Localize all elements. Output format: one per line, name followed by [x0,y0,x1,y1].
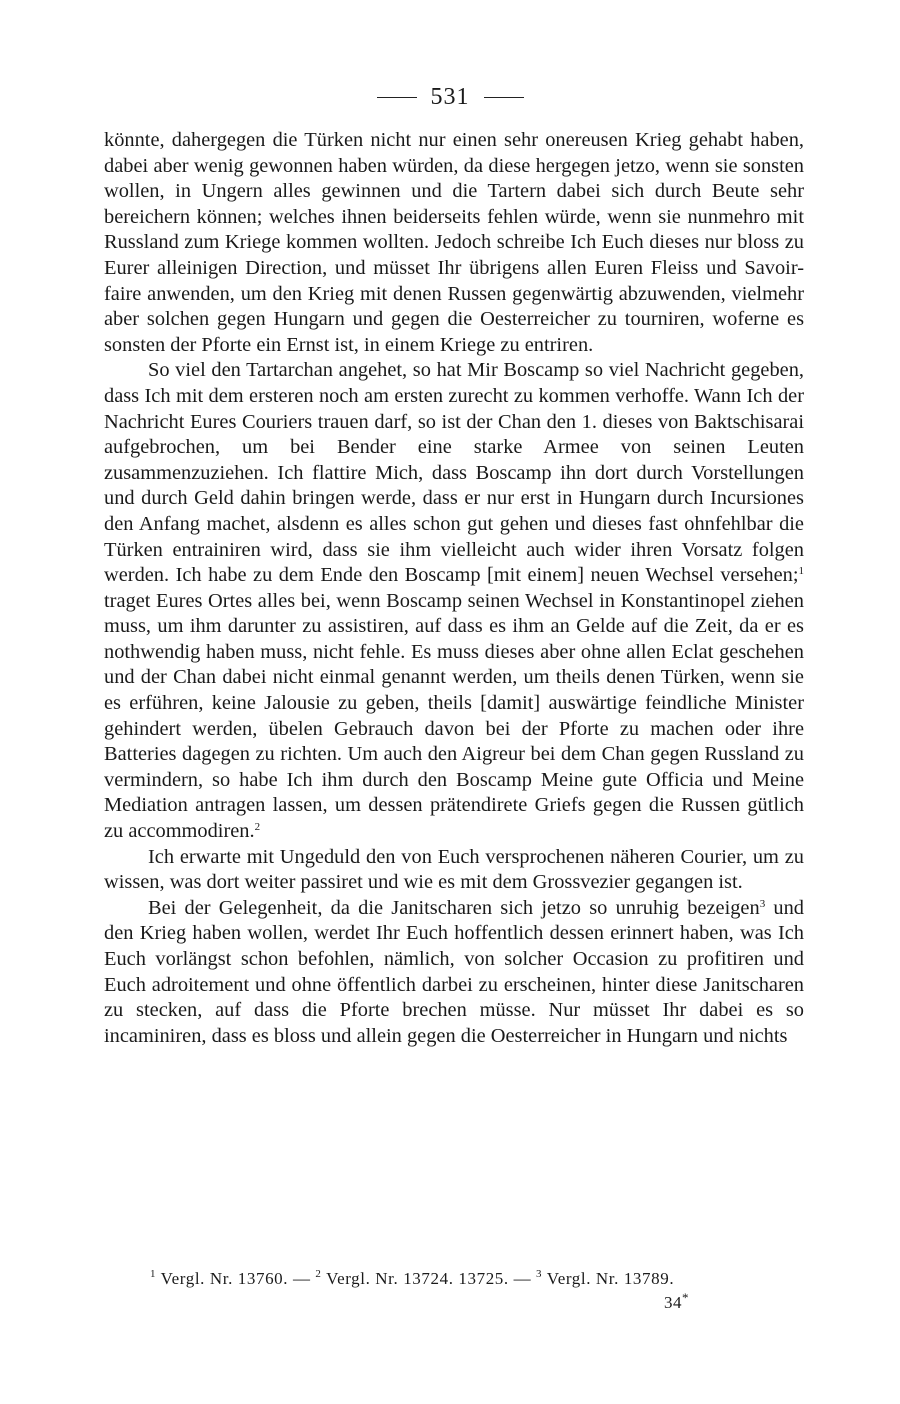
footnote-1-text: Vergl. Nr. 13760. — [156,1269,316,1288]
footnote-ref-2: 2 [254,821,261,834]
header-rule-left [377,97,417,98]
footnote-ref-3: 3 [759,897,766,910]
page-header [0,84,900,111]
body-text [104,128,804,1049]
paragraph-2 [104,358,804,844]
footnote-1-label: 1 [150,1268,157,1280]
paragraph-4-part-a: Bei der Gelegenheit, da die Janitscharen sich jetzo so unruhig bezeigen [148,896,760,919]
page-number: 531 [430,84,470,110]
footnotes [150,1268,810,1290]
footnote-3-text: Vergl. Nr. 13789. [542,1269,675,1288]
paragraph-2-part-b: traget Eures Ortes alles bei, wenn Boscamp seinen Wechsel in Konstantinopel ziehen muss, um ihm darunter zu assistiren, auf dass es ihm an Gelde auf die Zeit, da er es nothwendig haben muss, nicht fehle. Es muss dieses aber ohne allen Eclat geschehen und der Chan dabei nicht einmal genannt werden, um theils denen Türken, wenn sie es erführen, keine Jalousie zu geben, theils [damit] auswärtige feindliche Minister gehindert werden, übelen Gebrauch davon bei der Pforte zu machen oder ihre Batteries dagegen zu richten. Um auch den Aigreur bei dem Chan gegen Russland zu vermindern, so habe Ich ihm durch den Boscamp Meine gute Officia und Meine Mediation antragen lassen, um dessen prätendirete Griefs gegen die Russen gütlich zu accommodiren. [104,589,804,843]
signature-mark [664,1290,689,1313]
paragraph-3: Ich erwarte mit Ungeduld den von Euch versprochenen näheren Courier, um zu wissen, was dort weiter passiret und wie es mit dem Grossvezier gegangen ist. [104,845,804,894]
paragraph-1: könnte, dahergegen die Türken nicht nur einen sehr onereusen Krieg gehabt haben, dabei aber wenig gewonnen haben würden, da diese hergegen jetzo, wenn sie sonsten wollen, in Ungern alles gewinnen und die Tartern dabei sich durch Beute sehr bereichern können; welches ihnen beiderseits fehlen würde, wenn sie nunmehro mit Russland zum Kriege kommen wollten. Jedoch schreibe Ich Euch dieses nur bloss zu Eurer alleinigen Direction, und müsset Ihr übrigens allen Euren Fleiss und Savoir-faire anwenden, um den Krieg mit denen Russen gegenwärtig abzuwenden, vielmehr aber solchen gegen Hungarn und gegen die Oesterreicher zu tourniren, woferne es sonsten der Pforte ein Ernst ist, in einem Kriege zu entriren. [104,129,804,356]
signature-asterisk: * [682,1290,689,1305]
paragraph-4 [104,896,804,1050]
signature-number: 34 [664,1293,682,1312]
footnote-2-text: Vergl. Nr. 13724. 13725. — [321,1269,537,1288]
header-rule-right [484,97,524,98]
paragraph-4-part-b: und den Krieg haben wollen, werdet Ihr Euch hoffentlich dessen erinnert haben, was Ich Euch vorlängst schon befohlen, nämlich, von solcher Occasion zu profitiren und Euch adroitement und ohne öffentlich darbei zu erscheinen, hinter diese Janitscharen zu stecken, auf dass die Pforte brechen müsse. Nur müsset Ihr dabei es so incaminiren, dass es bloss und allein gegen die Oesterreicher in Hungarn und nichts [104,896,805,1047]
paragraph-2-part-a: So viel den Tartarchan angehet, so hat Mir Boscamp so viel Nachricht gegeben, dass Ich mit dem ersteren noch am ersten zurecht zu kommen verhoffe. Wann Ich der Nachricht Eures Couriers trauen darf, so ist der Chan den 1. dieses von Baktschisarai aufgebrochen, um bei Bender eine starke Armee von seinen Leuten zusammenzuziehen. Ich flattire Mich, dass Boscamp ihn dort durch Vorstellungen und durch Geld dahin bringen werde, dass er nur erst in Hungarn durch Incursiones den Anfang machet, alsdenn es alles schon gut gehen und dieses fast ohnfehlbar die Türken entrainiren wird, dass sie ihm vielleicht auch wider ihren Vorsatz folgen werden. Ich habe zu dem Ende den Boscamp [mit einem] neuen Wechsel versehen; [104,359,804,587]
footnote-3-label: 3 [536,1268,543,1280]
footnote-ref-1: 1 [798,565,804,578]
footnote-2-label: 2 [315,1268,322,1280]
